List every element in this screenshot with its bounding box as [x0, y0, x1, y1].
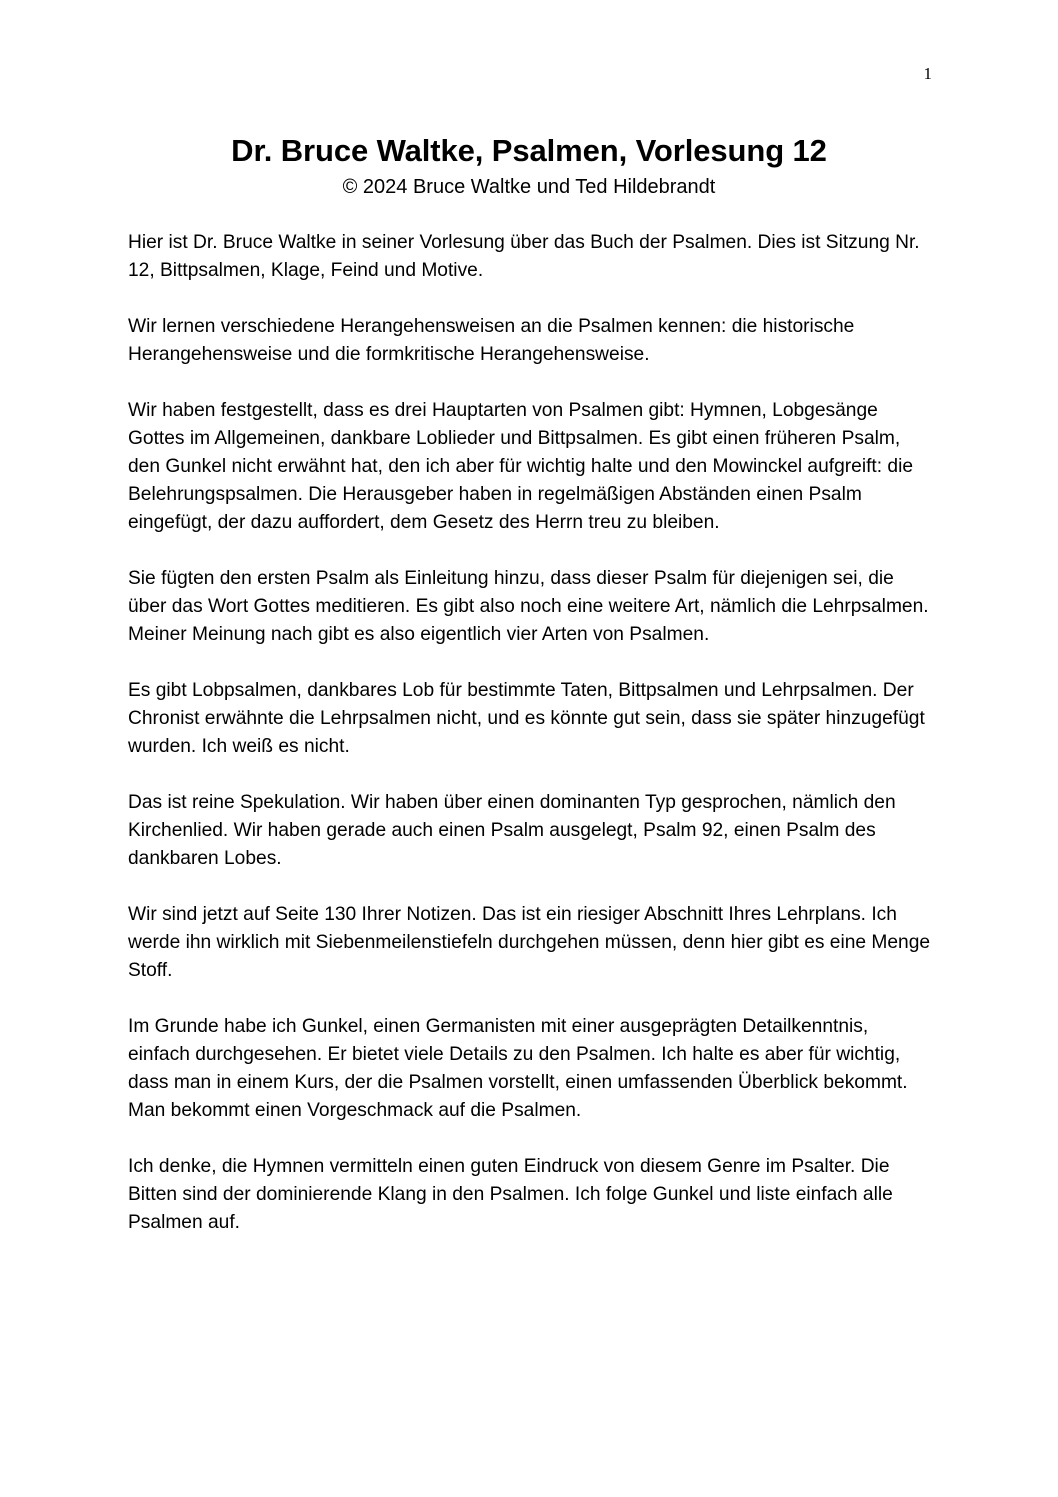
page-number: 1 [923, 64, 932, 83]
paragraph: Es gibt Lobpsalmen, dankbares Lob für bestimmte Taten, Bittpsalmen und Lehrpsalmen. Der Chronist erwähnte die Lehrpsalmen nicht, und es könnte gut sein, dass sie später hinzugefügt wurden. Ich weiß es nicht. [128, 680, 925, 757]
document-body [128, 229, 934, 1265]
paragraph: Wir lernen verschiedene Herangehensweisen an die Psalmen kennen: die historische Herangehensweise und die formkritische Herangehensweise. [128, 316, 855, 365]
paragraph: Hier ist Dr. Bruce Waltke in seiner Vorlesung über das Buch der Psalmen. Dies ist Sitzung Nr. 12, Bittpsalmen, Klage, Feind und Motive. [128, 232, 920, 281]
document-title: Dr. Bruce Waltke, Psalmen, Vorlesung 12 [231, 133, 827, 168]
document-header [0, 130, 1058, 200]
copyright-line: © 2024 Bruce Waltke und Ted Hildebrandt [342, 176, 716, 198]
paragraph: Das ist reine Spekulation. Wir haben über einen dominanten Typ gesprochen, nämlich den Kirchenlied. Wir haben gerade auch einen Psalm ausgelegt, Psalm 92, einen Psalm des dankbaren Lobes. [128, 792, 896, 869]
paragraph: Im Grunde habe ich Gunkel, einen Germanisten mit einer ausgeprägten Detailkenntnis, einfach durchgesehen. Er bietet viele Details zu den Psalmen. Ich halte es aber für wichtig, dass man in einem Kurs, der die Psalmen vorstellt, einen umfassenden Überblick bekommt. Man bekommt einen Vorgeschmack auf die Psalmen. [128, 1016, 908, 1121]
paragraph: Sie fügten den ersten Psalm als Einleitung hinzu, dass dieser Psalm für diejenigen sei, die über das Wort Gottes meditieren. Es gibt also noch eine weitere Art, nämlich die Lehrpsalmen. Meiner Meinung nach gibt es also eigentlich vier Arten von Psalmen. [128, 568, 929, 645]
paragraph: Wir sind jetzt auf Seite 130 Ihrer Notizen. Das ist ein riesiger Abschnitt Ihres Lehrplans. Ich werde ihn wirklich mit Siebenmeilenstiefeln durchgehen müssen, denn hier gibt es eine Menge Stoff. [128, 904, 931, 981]
paragraph: Ich denke, die Hymnen vermitteln einen guten Eindruck von diesem Genre im Psalter. Die Bitten sind der dominierende Klang in den Psalmen. Ich folge Gunkel und liste einfach alle Psalmen auf. [128, 1156, 893, 1233]
paragraph: Wir haben festgestellt, dass es drei Hauptarten von Psalmen gibt: Hymnen, Lobgesänge Gottes im Allgemeinen, dankbare Loblieder und Bittpsalmen. Es gibt einen früheren Psalm, den Gunkel nicht erwähnt hat, den ich aber für wichtig halte und den Mowinckel aufgreift: die Belehrungspsalmen. Die Herausgeber haben in regelmäßigen Abständen einen Psalm eingefügt, der dazu auffordert, dem Gesetz des Herrn treu zu bleiben. [128, 400, 914, 533]
